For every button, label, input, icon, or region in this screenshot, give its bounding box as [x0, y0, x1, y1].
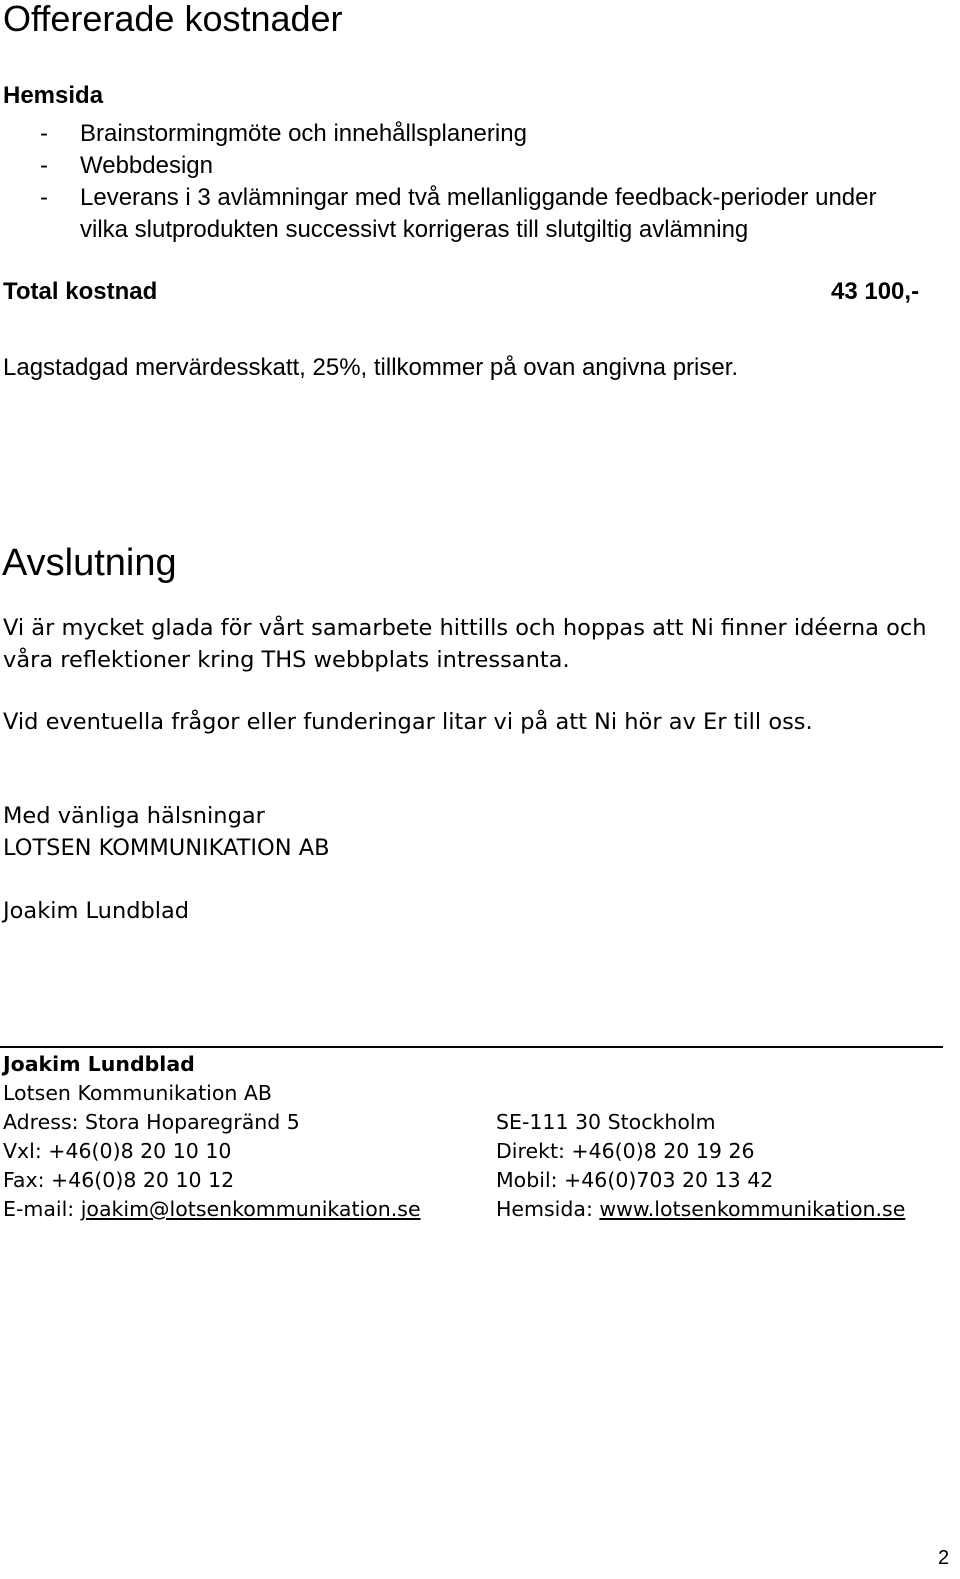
- email-label: E-mail:: [3, 1197, 81, 1221]
- closing-paragraph: Vi är mycket glada för vårt samarbete hittills och hoppas att Ni finner idéerna och våra reflektioner kring THS webbplats intressanta.: [3, 615, 927, 673]
- list-item: [0, 182, 876, 214]
- signature-switchboard: Vxl: +46(0)8 20 10 10: [3, 1139, 232, 1163]
- signature-mobile: Mobil: +46(0)703 20 13 42: [496, 1168, 774, 1192]
- list-bullet: -: [40, 152, 48, 179]
- closing-heading: Avslutning: [2, 542, 177, 584]
- signature-direct-phone: Direkt: +46(0)8 20 19 26: [496, 1139, 755, 1163]
- signer-name: Joakim Lundblad: [3, 898, 190, 924]
- list-bullet: -: [40, 120, 48, 147]
- list-item: [0, 118, 876, 150]
- total-cost-label: Total kostnad: [3, 278, 158, 305]
- vat-note: Lagstadgad mervärdesskatt, 25%, tillkommer på ovan angivna priser.: [3, 354, 739, 381]
- list-bullet: -: [40, 184, 48, 211]
- signature-postal: SE-111 30 Stockholm: [496, 1110, 716, 1134]
- website-label: Hemsida:: [496, 1197, 600, 1221]
- list-item-continuation: [0, 214, 876, 246]
- section-heading-hemsida: Hemsida: [3, 82, 104, 109]
- list-item-text: vilka slutprodukten successivt korrigeras till slutgiltig avlämning: [80, 216, 749, 243]
- list-item-text: Brainstormingmöte och innehållsplanering: [80, 120, 527, 147]
- signature-divider: [0, 1046, 943, 1048]
- list-item: [0, 150, 876, 182]
- signature-fax: Fax: +46(0)8 20 10 12: [3, 1168, 235, 1192]
- total-cost-value: 43 100,-: [831, 278, 920, 305]
- signature-email-row: [3, 1195, 421, 1224]
- signature-company: Lotsen Kommunikation AB: [3, 1081, 272, 1105]
- closing-paragraph: Vid eventuella frågor eller funderingar litar vi på att Ni hör av Er till oss.: [3, 709, 813, 735]
- email-link[interactable]: joakim@lotsenkommunikation.se: [80, 1197, 421, 1221]
- page-title: Offererade kostnader: [3, 0, 343, 39]
- signature-website-row: [496, 1195, 905, 1224]
- signature-address: Adress: Stora Hoparegränd 5: [3, 1110, 300, 1134]
- page-number: 2: [938, 1547, 950, 1569]
- list-item-text: Webbdesign: [80, 152, 213, 179]
- signature-name: Joakim Lundblad: [3, 1052, 195, 1076]
- company-name: LOTSEN KOMMUNIKATION AB: [3, 835, 330, 861]
- offer-item-list: [0, 118, 876, 246]
- greeting: Med vänliga hälsningar: [3, 803, 265, 829]
- list-item-text: Leverans i 3 avlämningar med två mellanliggande feedback-perioder under: [80, 184, 877, 211]
- website-link[interactable]: www.lotsenkommunikation.se: [599, 1197, 906, 1221]
